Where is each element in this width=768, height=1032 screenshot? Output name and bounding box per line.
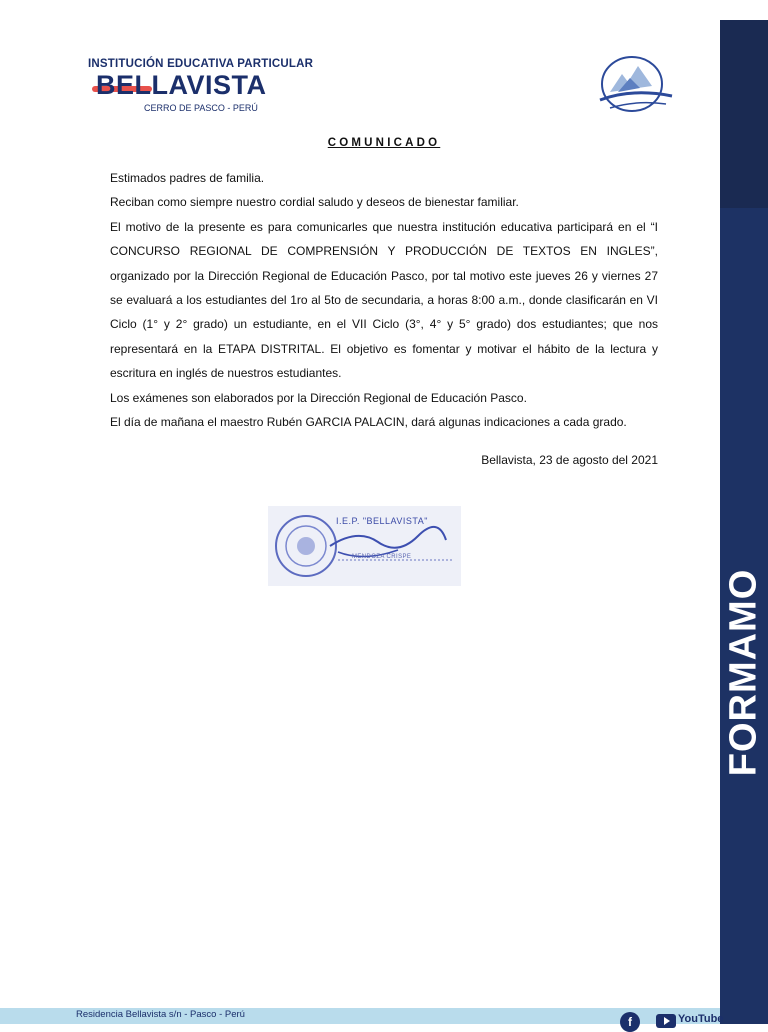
stamp-sublabel: MENDOZA CRISPE	[352, 554, 412, 560]
youtube-label: YouTube	[678, 1013, 724, 1025]
institution-line: INSTITUCIÓN EDUCATIVA PARTICULAR	[88, 58, 314, 70]
main-paragraph: El motivo de la presente es para comunicarles que nuestra institución educativa participará en el “I CONCURSO REGIONAL DE COMPRENSIÓN Y PRODUCCIÓN DE TEXTOS EN INGLES”, organizado por la Dirección Regional de Educación Pasco, por tal motivo este jueves 26 y viernes 27 se evaluará a los estudiantes del 1ro al 5to de secundaria, a horas 8:00 a.m., donde clasificarán en VI Ciclo (1° y 2° grado) un estudiante, en el VII Ciclo (3°, 4° y 5° grado) dos estudiantes; que nos representará en la ETAPA DISTRITAL. El objetivo es fomentar y motivar el hábito de la lectura y escritura en inglés de nuestros estudiantes.	[110, 219, 658, 381]
footer-address: Residencia Bellavista s/n - Pasco - Perú	[76, 1009, 245, 1020]
exams-paragraph: Los exámenes son elaborados por la Dirección Regional de Educación Pasco.	[110, 390, 527, 405]
document-body	[110, 166, 658, 473]
greeting-paragraph: Estimados padres de familia.	[110, 171, 265, 185]
school-name-text: BELLAVISTA	[96, 70, 267, 100]
document-title: COMUNICADO	[327, 137, 441, 149]
school-logo	[88, 58, 314, 113]
salutation-paragraph: Reciban como siempre nuestro cordial saludo y deseos de bienestar familiar.	[110, 195, 519, 210]
school-name	[88, 72, 298, 99]
youtube-icon[interactable]	[656, 1014, 676, 1028]
side-vertical-label: FORMAMO	[722, 568, 765, 776]
facebook-icon[interactable]: f	[620, 1012, 640, 1032]
bellavista-emblem-icon	[596, 52, 676, 118]
side-brand-band	[720, 20, 768, 1024]
side-vertical-text	[722, 552, 766, 792]
stamp-label: I.E.P. "BELLAVISTA"	[336, 516, 428, 526]
school-location: CERRO DE PASCO - PERÚ	[144, 103, 258, 113]
dateline: Bellavista, 23 de agosto del 2021	[481, 453, 658, 468]
instructions-paragraph: El día de mañana el maestro Rubén GARCIA PALACIN, dará algunas indicaciones a cada grado.	[110, 415, 627, 430]
official-stamp	[268, 506, 461, 586]
